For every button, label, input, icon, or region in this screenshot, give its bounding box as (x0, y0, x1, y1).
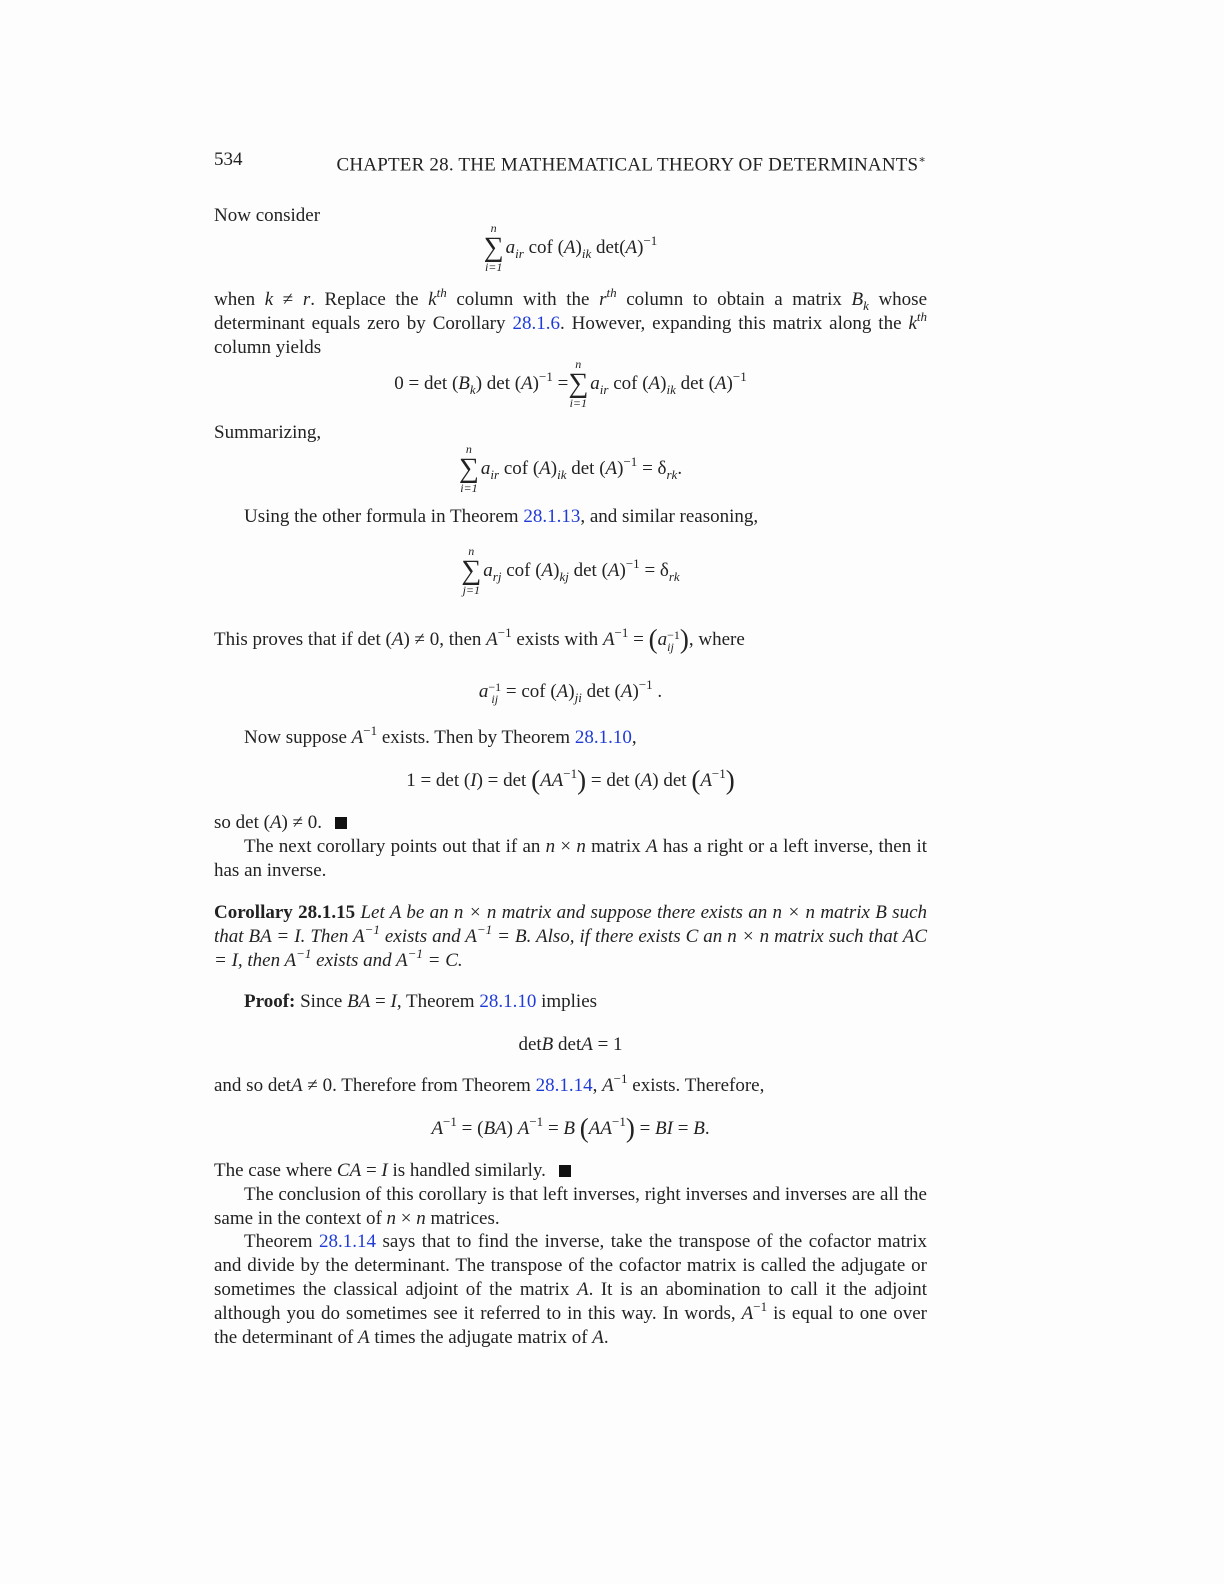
equation-sum-cofactor: n ∑ i=1 $a_{ir}$ cof $(A)_{ik}$ $\det(A)^{-1}$ (483, 221, 658, 274)
paragraph-case-where: The case where CA = I is handled similarly. (214, 1159, 927, 1183)
corollary-label: Corollary 28.1.15 (214, 902, 356, 923)
sum-symbol: n ∑ i=1 (458, 442, 479, 495)
sum-symbol: n ∑ i=1 (568, 357, 589, 410)
page-header (214, 148, 926, 176)
paragraph-adjugate: Theorem 28.1.14 says that to find the inverse, take the transpose of the cofactor matrix and divide by the determinant. The transpose of the cofactor matrix is called the adjugate or sometimes the classical adjoint of the matrix A. It is an abomination to call it the adjoint although you do sometimes see it referred to in this way. In words, $A^{-1}$ is equal to one over the determinant of A times the adjugate matrix of A. (214, 1231, 928, 1348)
paragraph-replace-column: when k ≠ r. Replace the $k^{th}$ column with the $r^{th}$ column to obtain a matrix $B_k$ whose determinant equals zero by Corollary 28.1.6. However, expanding this matrix along the $k^{th}$ column yields (214, 285, 928, 358)
equation-det-bk: $0 = \det (B_k)$ $\det (A)^{-1}$ = n ∑ i=1 $a_{ir}$ cof $(A)_{ik}$ $\det (A)^{-1}$ (394, 357, 747, 410)
running-title: CHAPTER 28. THE MATHEMATICAL THEORY OF DETERMINANTS∗ (336, 154, 926, 176)
ref-theorem-28-1-10[interactable]: 28.1.10 (574, 727, 632, 748)
equation-inverse-entry: a −1 ij = cof $(A)_{ji}$ $\det (A)^{-1}$ . (478, 677, 663, 706)
equation-det-identity: $1 = \det (I) = \det (AA^{-1}) = \det (A)$ $\det (A^{-1})$ (406, 765, 735, 796)
equation-detb-deta: detB detA = 1 (518, 1033, 623, 1055)
ref-corollary-28-1-6[interactable]: 28.1.6 (512, 313, 560, 334)
title-asterisk: ∗ (918, 154, 926, 166)
sum-symbol: n ∑ j=1 (461, 544, 482, 597)
corollary-28-1-15: Corollary 28.1.15 Let A be an n × n matrix and suppose there exists an n × n matrix B such that BA = I. Then $A^{-1}$ exists and $A^{-1} = B$. Also, if there exists C an n × n matrix such that AC = I, then $A^{-1}$ exists and $A^{-1} = C$. (214, 902, 928, 971)
sum-symbol: n ∑ i=1 (483, 221, 504, 274)
ref-theorem-28-1-14-b[interactable]: 28.1.14 (319, 1231, 377, 1252)
equation-delta-rk-1: n ∑ i=1 $a_{ir}$ cof $(A)_{ik}$ $\det (A)^{-1} = \delta_{rk}$. (458, 442, 683, 495)
page-number: 534 (214, 149, 243, 170)
equation-delta-rk-2: n ∑ j=1 $a_{rj}$ cof $(A)_{kj}$ $\det (A)^{-1} = \delta_{rk}$ (461, 544, 680, 597)
paragraph-now-consider: Now consider (214, 205, 321, 226)
paragraph-using-other-formula: Using the other formula in Theorem 28.1.13, and similar reasoning, (244, 506, 759, 527)
paragraph-proof: Proof: Since BA = I, Theorem 28.1.10 implies (244, 991, 598, 1012)
paragraph-conclusion: The conclusion of this corollary is that left inverses, right inverses and inverses are all the same in the context of n × n matrices. (214, 1184, 927, 1229)
qed-square-icon (335, 817, 347, 829)
equation-inverse-equals-b: $A^{-1} = (BA) A^{-1} = B$ $(AA^{-1})$ = BI = B. (431, 1113, 710, 1144)
qed-square-icon (559, 1165, 571, 1177)
paragraph-now-suppose: Now suppose $A^{-1}$ exists. Then by Theorem 28.1.10, (244, 723, 637, 748)
ref-theorem-28-1-13[interactable]: 28.1.13 (523, 506, 581, 527)
ref-theorem-28-1-10-b[interactable]: 28.1.10 (479, 991, 537, 1012)
ref-theorem-28-1-14[interactable]: 28.1.14 (535, 1075, 593, 1096)
paragraph-this-proves: This proves that if det (A) ≠ 0, then $A^{-1}$ exists with $A^{-1} = (a$ −1 ij ), where (214, 624, 745, 654)
proof-label: Proof: (244, 991, 296, 1012)
paragraph-summarizing: Summarizing, (214, 422, 322, 443)
paragraph-and-so: and so detA ≠ 0. Therefore from Theorem 28.1.14, $A^{-1}$ exists. Therefore, (214, 1071, 765, 1096)
paragraph-next-corollary: The next corollary points out that if an n × n matrix A has a right or a left inverse, then it has an inverse. (214, 836, 928, 881)
paragraph-so-det: so det (A) ≠ 0. (214, 811, 927, 835)
